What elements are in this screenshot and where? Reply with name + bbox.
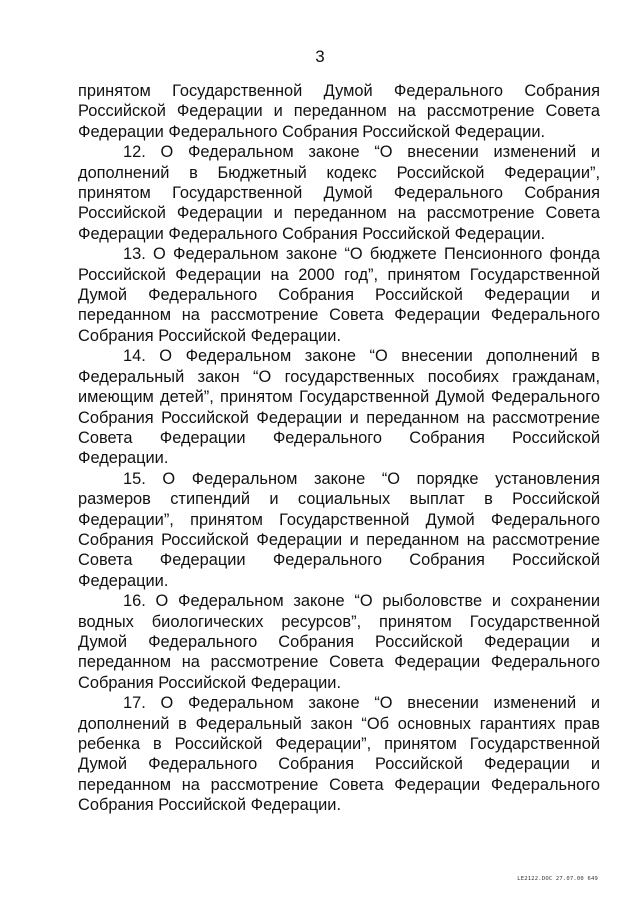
agenda-item-13: 13. О Федеральном законе “О бюджете Пенсионного фонда Российской Федерации на 2000 год”, принятом Государственной Думой Федерального Собрания Российской Федерации и переданном на рассмотрение Совета Федерации Федерального Собрания Российской Федерации.	[78, 245, 600, 345]
page-number: 3	[315, 47, 325, 66]
paragraph-continuation: принятом Государственной Думой Федерального Собрания Российской Федерации и переданном на рассмотрение Совета Федерации Федерального Собрания Российской Федерации.	[78, 82, 600, 141]
agenda-item-12: 12. О Федеральном законе “О внесении изменений и дополнений в Бюджетный кодекс Российской Федерации”, принятом Государственной Думой Федерального Собрания Российской Федерации и переданном на рассмотрение Совета Федерации Федерального Собрания Российской Федерации.	[78, 143, 600, 243]
document-body	[78, 81, 600, 816]
agenda-item-14: 14. О Федеральном законе “О внесении дополнений в Федеральный закон “О государственных пособиях гражданам, имеющим детей”, принятом Государственной Думой Федерального Собрания Российской Федерации и переданном на рассмотрение Совета Федерации Федерального Собрания Российской Федерации.	[78, 347, 600, 468]
agenda-item-16: 16. О Федеральном законе “О рыболовстве и сохранении водных биологических ресурсов”, принятом Государственной Думой Федерального Собрания Российской Федерации и переданном на рассмотрение Совета Федерации Федерального Собрания Российской Федерации.	[78, 592, 600, 692]
agenda-item-15: 15. О Федеральном законе “О порядке установления размеров стипендий и социальных выплат в Российской Федерации”, принятом Государственной Думой Федерального Собрания Российской Федерации и переданном на рассмотрение Совета Федерации Федерального Собрания Российской Федерации.	[78, 469, 600, 590]
footer-stamp: LE2122.DOC 27.07.00 649	[517, 876, 598, 882]
agenda-item-17: 17. О Федеральном законе “О внесении изменений и дополнений в Федеральный закон “Об основных гарантиях прав ребенка в Российской Федерации”, принятом Государственной Думой Федерального Собрания Российской Федерации и переданном на рассмотрение Совета Федерации Федерального Собрания Российской Федерации.	[78, 694, 600, 815]
